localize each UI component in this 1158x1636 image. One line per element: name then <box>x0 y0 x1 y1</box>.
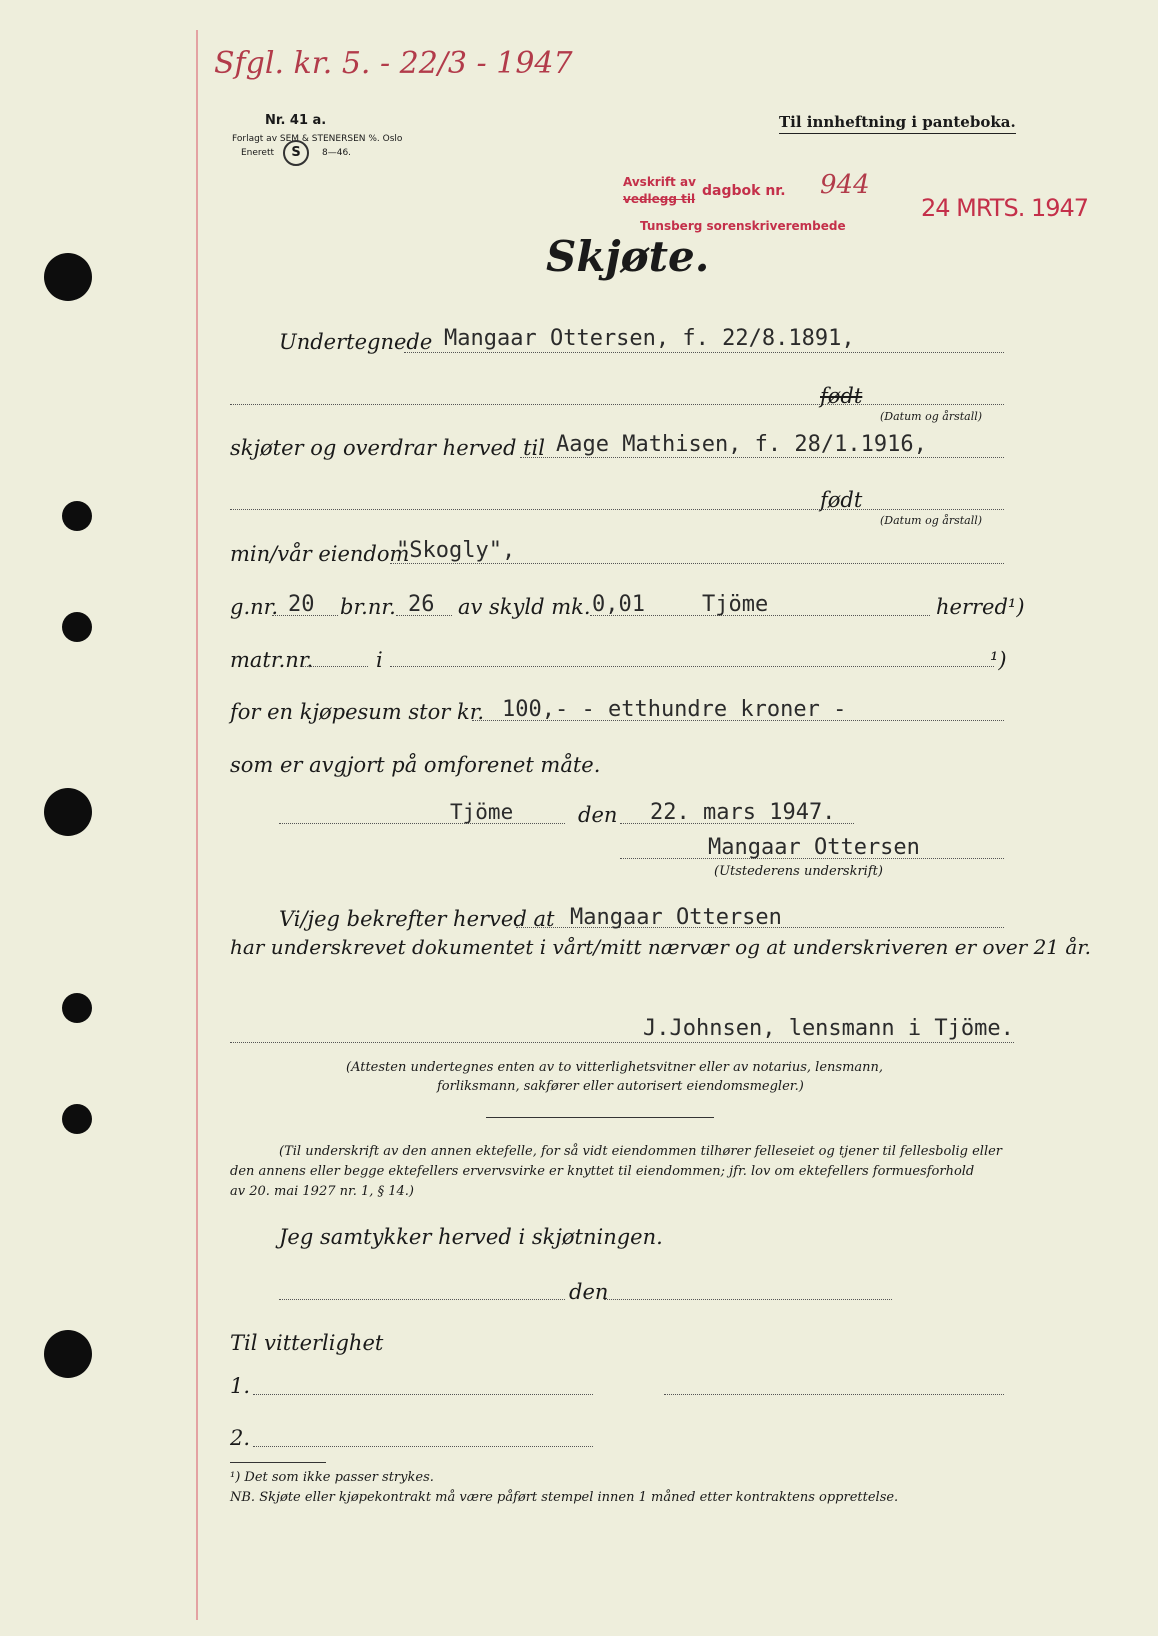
spouse-note-3: av 20. mai 1927 nr. 1, § 14.) <box>230 1184 414 1199</box>
buyer-line <box>520 457 1004 458</box>
margin-line <box>196 30 198 1620</box>
matr-i-line <box>390 666 994 667</box>
matr-end: ¹) <box>990 648 1007 672</box>
witness-1-line-b[interactable] <box>664 1394 1004 1395</box>
signature-hint: (Utstederens underskrift) <box>714 864 883 879</box>
binder-hole <box>44 253 92 301</box>
fodt-line-1 <box>230 404 1004 405</box>
stamp-dagbok-label: dagbok nr. <box>702 183 786 199</box>
binder-hole <box>62 612 92 642</box>
witness-1-label: 1. <box>230 1374 251 1398</box>
undertegnede-label: Undertegnede <box>279 330 433 354</box>
stamp-date: 24 MRTS. 1947 <box>921 194 1089 222</box>
gnr-label: g.nr. <box>230 595 279 619</box>
skyld-label: av skyld mk. <box>458 595 591 619</box>
witness-2-line-a[interactable] <box>253 1446 593 1447</box>
attest-note-2: forliksmann, sakfører eller autorisert eiendomsmegler.) <box>437 1079 804 1094</box>
eiendom-label: min/vår eiendom <box>230 542 410 566</box>
witness-1-line-a[interactable] <box>253 1394 593 1395</box>
witness-2-label: 2. <box>230 1426 251 1450</box>
datum-hint-1: (Datum og årstall) <box>880 410 983 423</box>
place-value[interactable]: Tjöme <box>450 800 514 824</box>
herred-value[interactable]: Tjöme <box>702 592 769 617</box>
consent-date-line <box>604 1299 892 1300</box>
footnote-2: NB. Skjøte eller kjøpekontrakt må være påført stempel innen 1 måned etter kontraktens opprettelse. <box>230 1490 899 1505</box>
spouse-note-1: (Til underskrift av den annen ektefelle, for så vidt eiendommen tilhører felleseiet og tjener til fellesbolig eller <box>279 1144 1003 1159</box>
eiendom-value[interactable]: "Skogly", <box>396 538 516 563</box>
undertegnede-value[interactable]: Mangaar Ottersen, f. 22/8.1891, <box>444 326 855 351</box>
publisher-enerett: Enerett <box>241 148 275 158</box>
footnote-1: ¹) Det som ikke passer strykes. <box>230 1470 434 1485</box>
den-label: den <box>578 803 618 827</box>
stamp-office: Tunsberg sorenskriverembede <box>640 219 846 233</box>
den2-label: den <box>569 1280 609 1304</box>
matr-i-label: i <box>376 648 383 672</box>
top-right-label: Til innheftning i panteboka. <box>779 113 1016 134</box>
consent-place-line <box>279 1299 565 1300</box>
brnr-value[interactable]: 26 <box>408 592 435 617</box>
stamp-line-vedlegg: vedlegg til <box>623 192 696 206</box>
spouse-note-2: den annens eller begge ektefellers ervervsvirke er knyttet til eiendommen; jfr. lov om ektefellers formuesforhold <box>230 1164 975 1179</box>
binder-hole <box>62 501 92 531</box>
form-number: Nr. 41 a. <box>265 113 327 128</box>
divider <box>486 1117 714 1118</box>
stamp-dagbok-number: 944 <box>820 170 870 200</box>
binder-hole <box>62 993 92 1023</box>
skjoter-label: skjøter og overdrar herved til <box>230 436 545 460</box>
matr-label: matr.nr. <box>230 648 314 672</box>
kjopesum-label: for en kjøpesum stor kr. <box>230 700 485 724</box>
publisher-line: Forlagt av SEM & STENERSEN %. Oslo <box>232 134 403 144</box>
binder-hole <box>44 788 92 836</box>
footnote-divider <box>230 1462 326 1463</box>
eiendom-line <box>390 563 1004 564</box>
underskrevet-text: har underskrevet dokumentet i vårt/mitt nærvær og at underskriveren er over 21 år. <box>230 935 1092 959</box>
handwritten-reference: Sfgl. kr. 5. - 22/3 - 1947 <box>214 46 573 81</box>
bekrefter-label: Vi/jeg bekrefter herved at <box>279 907 555 931</box>
lensmann-value[interactable]: J.Johnsen, lensmann i Tjöme. <box>643 1016 1014 1041</box>
kjopesum-value[interactable]: 100,- - etthundre kroner - <box>502 697 847 722</box>
place-line <box>279 823 565 824</box>
matr-line <box>302 666 368 667</box>
attest-note-1: (Attesten undertegnes enten av to vitterlighetsvitner eller av notarius, lensmann, <box>346 1060 884 1075</box>
bekrefter-value[interactable]: Mangaar Ottersen <box>570 905 782 930</box>
publisher-date: 8—46. <box>322 148 352 158</box>
brnr-label: br.nr. <box>340 595 396 619</box>
fodt-label-2: født <box>820 488 863 512</box>
herred-label: herred¹) <box>936 595 1025 619</box>
gnr-value[interactable]: 20 <box>288 592 315 617</box>
fodt-line-2 <box>230 509 1004 510</box>
binder-hole <box>44 1330 92 1378</box>
lensmann-line <box>230 1042 1014 1043</box>
undertegnede-line <box>404 352 1004 353</box>
fodt-label-1: født <box>820 384 863 408</box>
samtykker-text: Jeg samtykker herved i skjøtningen. <box>279 1225 663 1249</box>
avgjort-text: som er avgjort på omforenet måte. <box>230 753 601 777</box>
date-value[interactable]: 22. mars 1947. <box>650 800 836 825</box>
signature-value[interactable]: Mangaar Ottersen <box>708 835 920 860</box>
vitterlighet-label: Til vitterlighet <box>230 1331 384 1355</box>
buyer-value[interactable]: Aage Mathisen, f. 28/1.1916, <box>556 432 927 457</box>
skyld-value[interactable]: 0,01 <box>592 592 645 617</box>
binder-hole <box>62 1104 92 1134</box>
datum-hint-2: (Datum og årstall) <box>880 514 983 527</box>
stamp-line-avskrift: Avskrift av <box>623 175 696 189</box>
document-title: Skjøte. <box>546 232 710 281</box>
publisher-logo-icon: S <box>283 140 309 166</box>
